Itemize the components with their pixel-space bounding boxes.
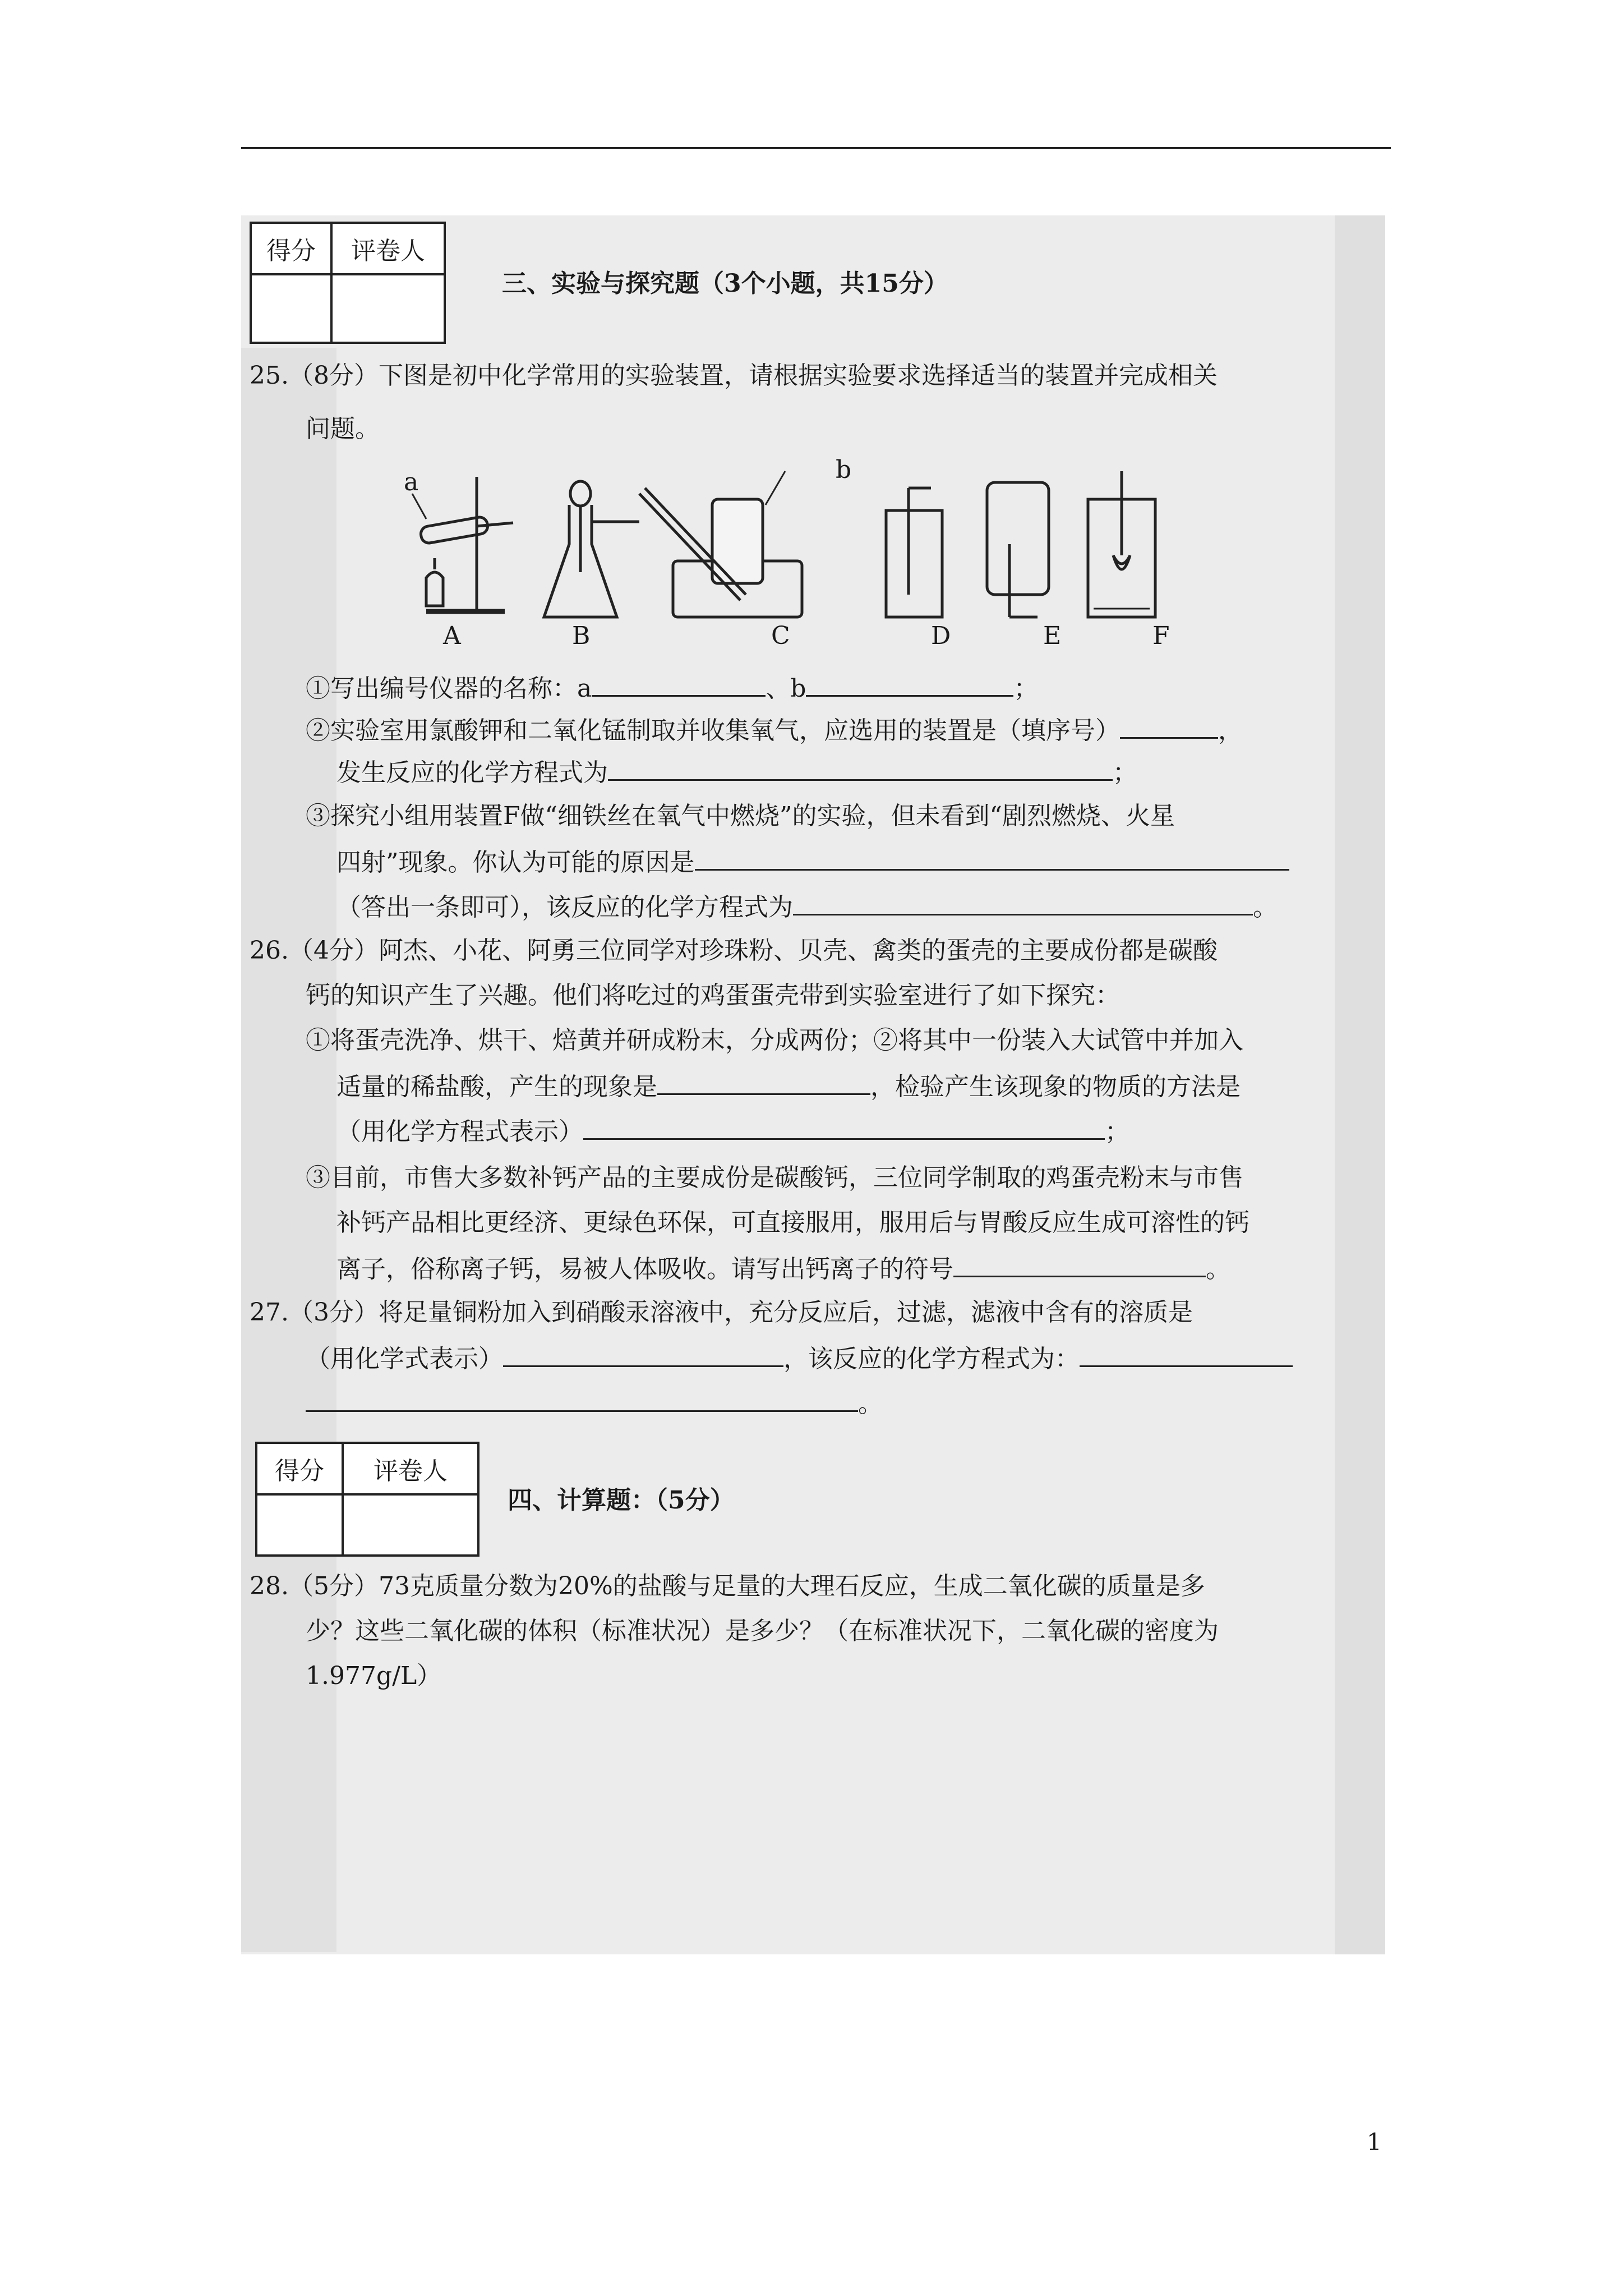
q26-line8: 离子，俗称离子钙，易被人体吸收。请写出钙离子的符号 。: [336, 1251, 1230, 1286]
lab-apparatus-figure: [393, 460, 1234, 645]
section4-title: 四、计算题：（5分）: [508, 1486, 735, 1515]
label-c: C: [771, 622, 790, 650]
blank-device[interactable]: [1120, 712, 1218, 739]
blank-equation-2[interactable]: [793, 889, 1253, 915]
q28-line3: 1.977g/L）: [306, 1662, 442, 1690]
header-rule: [241, 147, 1391, 149]
score-table-section4: [255, 1442, 479, 1557]
blank-equation-4[interactable]: [1080, 1341, 1293, 1367]
score-cell-2[interactable]: [256, 1494, 343, 1556]
blank-solute[interactable]: [503, 1341, 783, 1367]
score-header: 得分: [251, 223, 331, 274]
q25-line1: 25.（8分）下图是初中化学常用的实验装置，请根据实验要求选择适当的装置并完成相关: [250, 361, 1218, 390]
grader-header-2: 评卷人: [343, 1443, 478, 1494]
q25-s3b: 四射”现象。你认为可能的原因是: [336, 844, 1289, 880]
q26-line6: ③目前，市售大多数补钙产品的主要成份是碳酸钙，三位同学制取的鸡蛋壳粉末与市售: [306, 1163, 1243, 1192]
q26-line1: 26.（4分）阿杰、小花、阿勇三位同学对珍珠粉、贝壳、禽类的蛋壳的主要成份都是碳酸: [250, 936, 1218, 965]
q26-line7: 补钙产品相比更经济、更绿色环保，可直接服用，服用后与胃酸反应生成可溶性的钙: [336, 1208, 1249, 1237]
label-f: F: [1152, 622, 1170, 650]
label-e: E: [1043, 622, 1062, 650]
grader-cell[interactable]: [331, 274, 445, 343]
q27-line1: 27.（3分）将足量铜粉加入到硝酸汞溶液中，充分反应后，过滤，滤液中含有的溶质是: [250, 1298, 1193, 1327]
blank-equation-1[interactable]: [608, 754, 1113, 781]
apparatus-b-icon: [544, 481, 639, 617]
blank-a[interactable]: [592, 670, 766, 697]
label-b: B: [572, 622, 591, 650]
blank-reason[interactable]: [695, 844, 1289, 871]
marker-b: b: [836, 455, 852, 484]
label-d: D: [931, 622, 951, 650]
page-number: 1: [1367, 2128, 1382, 2156]
score-table-section3: [250, 222, 446, 344]
q26-line4: 适量的稀盐酸，产生的现象是 ，检验产生该现象的物质的方法是: [336, 1069, 1241, 1104]
section3-title: 三、实验与探究题（3个小题，共15分）: [502, 269, 948, 298]
q25-s1: ①写出编号仪器的名称：a 、b ；: [306, 670, 1038, 706]
q25-s2b: 发生反应的化学方程式为 ；: [336, 754, 1137, 790]
q28-line1: 28.（5分）73克质量分数为20%的盐酸与足量的大理石反应，生成二氧化碳的质量是多: [250, 1572, 1205, 1600]
q27-line3: 。: [306, 1386, 883, 1421]
q28-line2: 少？这些二氧化碳的体积（标准状况）是多少？（在标准状况下，二氧化碳的密度为: [306, 1617, 1219, 1645]
q26-line3: ①将蛋壳洗净、烘干、焙黄并研成粉末，分成两份；②将其中一份装入大试管中并加入: [306, 1026, 1243, 1055]
blank-equation-4-cont[interactable]: [306, 1386, 858, 1412]
apparatus-d-icon: [886, 488, 942, 617]
q26-line2: 钙的知识产生了兴趣。他们将吃过的鸡蛋蛋壳带到实验室进行了如下探究：: [306, 981, 1120, 1010]
marker-a: a: [404, 468, 419, 496]
apparatus-a-icon: [412, 477, 513, 611]
q26-line5: （用化学方程式表示） ；: [336, 1114, 1129, 1149]
label-a: A: [443, 622, 461, 650]
score-cell[interactable]: [251, 274, 331, 343]
blank-b[interactable]: [806, 670, 1013, 697]
q25-s2: ②实验室用氯酸钾和二氧化锰制取并收集氧气，应选用的装置是（填序号） ，: [306, 712, 1243, 748]
q25-s3: ③探究小组用装置F做“细铁丝在氧气中燃烧”的实验，但未看到“剧烈燃烧、火星: [306, 802, 1175, 830]
apparatus-c-icon: [639, 471, 802, 617]
q25-line2: 问题。: [306, 415, 380, 443]
blank-calcium-ion[interactable]: [953, 1251, 1206, 1277]
apparatus-e-icon: [987, 482, 1049, 617]
bleed-through-left: [241, 348, 336, 1952]
blank-equation-3[interactable]: [583, 1114, 1105, 1140]
grader-header: 评卷人: [331, 223, 445, 274]
q27-line2: （用化学式表示） ，该反应的化学方程式为：: [306, 1341, 1293, 1376]
grader-cell-2[interactable]: [343, 1494, 478, 1556]
apparatus-f-icon: [1088, 471, 1155, 617]
blank-phenomenon[interactable]: [657, 1069, 870, 1095]
score-header-2: 得分: [256, 1443, 343, 1494]
bleed-through-right: [1335, 215, 1385, 1954]
q25-s3c: （答出一条即可），该反应的化学方程式为 。: [336, 889, 1278, 924]
